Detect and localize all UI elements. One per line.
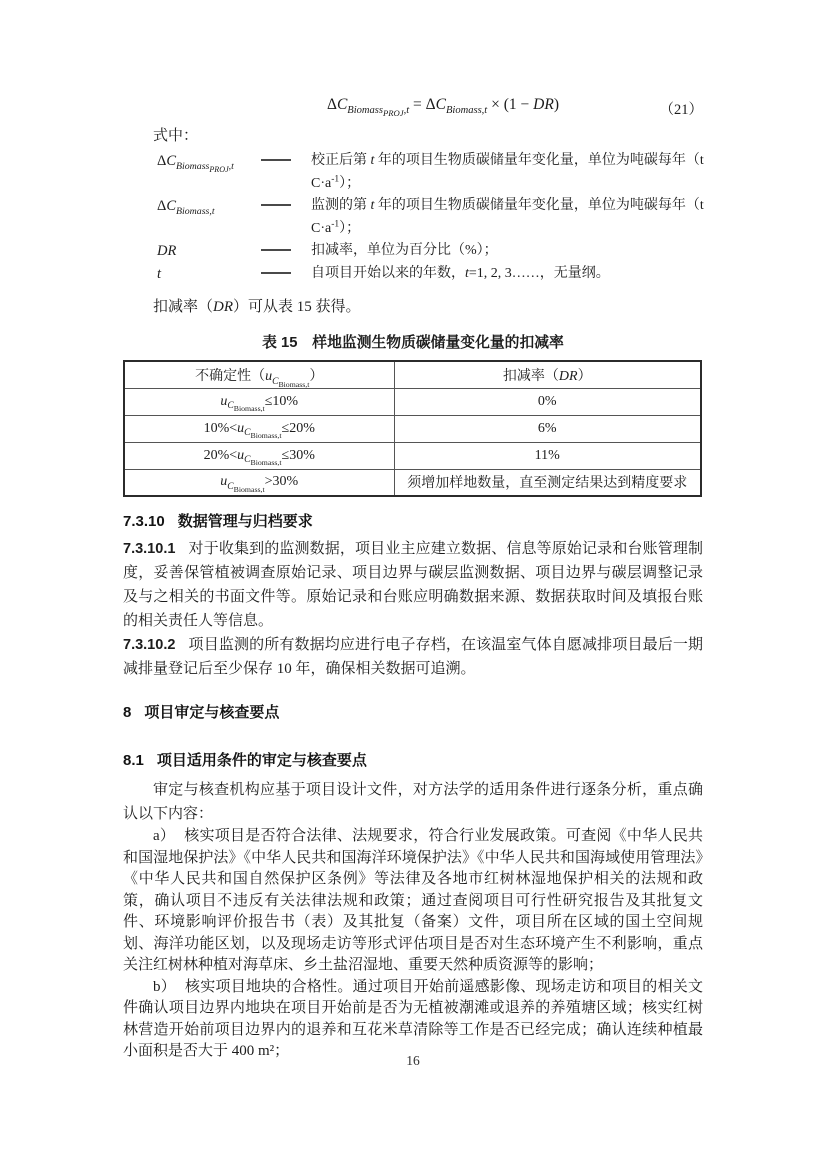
dash-separator bbox=[261, 240, 311, 263]
section-heading-8-1 bbox=[123, 750, 703, 771]
symbol: t bbox=[157, 265, 162, 282]
section-number: 8 bbox=[123, 704, 132, 721]
symbol-description: 监测的第 t 年的项目生物质碳储量年变化量，单位为吨碳每年（t $C\cdot a^{-1}$）； bbox=[311, 198, 704, 236]
list-item-b bbox=[123, 977, 703, 1063]
clause-7-3-10-2 bbox=[123, 633, 703, 681]
lead-paragraph: 扣减率（DR）可从表 15 获得。 bbox=[153, 299, 361, 315]
section-title: 项目适用条件的审定与核查要点 bbox=[156, 752, 367, 769]
symbol: $\Delta C_{Biomass,t}$ bbox=[157, 198, 215, 217]
table-header-row bbox=[124, 361, 701, 388]
section-heading-8 bbox=[123, 702, 703, 723]
symbol: DR bbox=[157, 243, 177, 259]
item-text: 核实项目是否符合法律、法规要求，符合行业发展政策。可查阅《中华人民共和国湿地保护法》《中华人民共和国海洋环境保护法》《中华人民共和国海域使用管理法》《中华人民共和国自然保护区条例》等法律及各地市红树林湿地保护相关的法规和政策，确认项目不违反有关法律法规和政策；通过查阅项目可行性研究报告及其批复文件、环境影响评价报告书（表）及其批复（备案）文件，项目所在区域的国土空间规划、海洋功能区划，以及现场走访等形式评估项目是否对生态环境产生不利影响，重点关注红树林种植对海草床、乡土盐沼湿地、重要天然种质资源等的影响； bbox=[123, 828, 703, 973]
symbol-description: 扣减率，单位为百分比（%）； bbox=[311, 243, 498, 258]
item-label: b） bbox=[153, 978, 176, 995]
clause-text: 项目监测的所有数据均应进行电子存档，在该温室气体自愿减排项目最后一期减排量登记后至少保存 10 年，确保相关数据可追溯。 bbox=[123, 637, 703, 677]
uncertainty-range: $u_{C_{Biomass,t}}\le 10\%$ bbox=[124, 388, 394, 415]
uncertainty-range: $20\%<u_{C_{Biomass,t}}\le 30\%$ bbox=[124, 442, 394, 469]
definition-row bbox=[123, 195, 703, 240]
clause-number: 7.3.10.2 bbox=[123, 637, 176, 653]
table-row bbox=[124, 415, 701, 442]
equation-number: （21） bbox=[659, 102, 703, 118]
list-item-a bbox=[123, 826, 703, 977]
dash-separator bbox=[261, 263, 311, 286]
table-15 bbox=[123, 360, 702, 497]
where-label: 式中： bbox=[153, 128, 199, 144]
table-row bbox=[124, 469, 701, 496]
dash-separator bbox=[261, 150, 311, 195]
clause-text: 对于收集到的监测数据，项目业主应建立数据、信息等原始记录和台账管理制度，妥善保管植被调查原始记录、项目边界与碳层监测数据、项目边界与碳层调整记录及与之相关的书面文件等。原始记录和台账应明确数据来源、数据获取时间及填报台账的相关责任人等信息。 bbox=[123, 541, 703, 629]
deduction-rate-value: 须增加样地数量，直至测定结果达到精度要求 bbox=[394, 469, 701, 496]
symbol-description: 校正后第 t 年的项目生物质碳储量年变化量，单位为吨碳每年（t $C\cdot a^{-1}$）； bbox=[311, 153, 704, 191]
column-header-deduction-rate: 扣减率（DR） bbox=[394, 361, 701, 388]
column-header-uncertainty: 不确定性$(u_{C_{Biomass,t}})$ bbox=[124, 361, 394, 388]
definition-row bbox=[123, 263, 703, 286]
symbol: $\Delta C_{Biomass_{PROJ},t}$ bbox=[157, 153, 234, 174]
clause-number: 7.3.10.1 bbox=[123, 541, 176, 557]
uncertainty-range: $10\%<u_{C_{Biomass,t}}\le 20\%$ bbox=[124, 415, 394, 442]
deduction-rate-value: 0% bbox=[394, 388, 701, 415]
table-row bbox=[124, 442, 701, 469]
section-title: 项目审定与核查要点 bbox=[144, 704, 280, 721]
page-number: 16 bbox=[406, 1053, 420, 1068]
page-content bbox=[123, 0, 703, 1063]
definition-row bbox=[123, 240, 703, 263]
section-number: 7.3.10 bbox=[123, 513, 165, 530]
equation-21 bbox=[123, 96, 703, 120]
section-heading-7-3-10 bbox=[123, 511, 703, 532]
section-number: 8.1 bbox=[123, 752, 144, 769]
symbol-definition-list bbox=[123, 150, 703, 285]
dash-separator bbox=[261, 195, 311, 240]
clause-7-3-10-1 bbox=[123, 537, 703, 633]
deduction-rate-value: 6% bbox=[394, 415, 701, 442]
definition-row bbox=[123, 150, 703, 195]
deduction-rate-value: 11% bbox=[394, 442, 701, 469]
item-label: a） bbox=[153, 828, 176, 844]
section-title: 数据管理与归档要求 bbox=[177, 513, 313, 530]
table-row bbox=[124, 388, 701, 415]
item-text: 核实项目地块的合格性。通过项目开始前遥感影像、现场走访和项目的相关文件确认项目边界内地块在项目开始前是否为无植被潮滩或退养的养殖塘区域；核实红树林营造开始前项目边界内的退养和互花米草清除等工作是否已经完成；确认连续种植最小面积是否大于 400 m²； bbox=[123, 978, 703, 1059]
table-15-caption: 表 15 样地监测生物质碳储量变化量的扣减率 bbox=[262, 335, 564, 351]
section-8-1-intro: 审定与核查机构应基于项目设计文件，对方法学的适用条件进行逐条分析，重点确认以下内容： bbox=[123, 782, 703, 822]
equation-formula: $\Delta C_{Biomass_{PROJ},t} = \Delta C_{Biomass,t} \times (1 - DR)$ bbox=[326, 96, 559, 119]
symbol-description: 自项目开始以来的年数，t=1, 2, 3……，无量纲。 bbox=[311, 265, 610, 281]
uncertainty-range: $u_{C_{Biomass,t}}>30\%$ bbox=[124, 469, 394, 496]
